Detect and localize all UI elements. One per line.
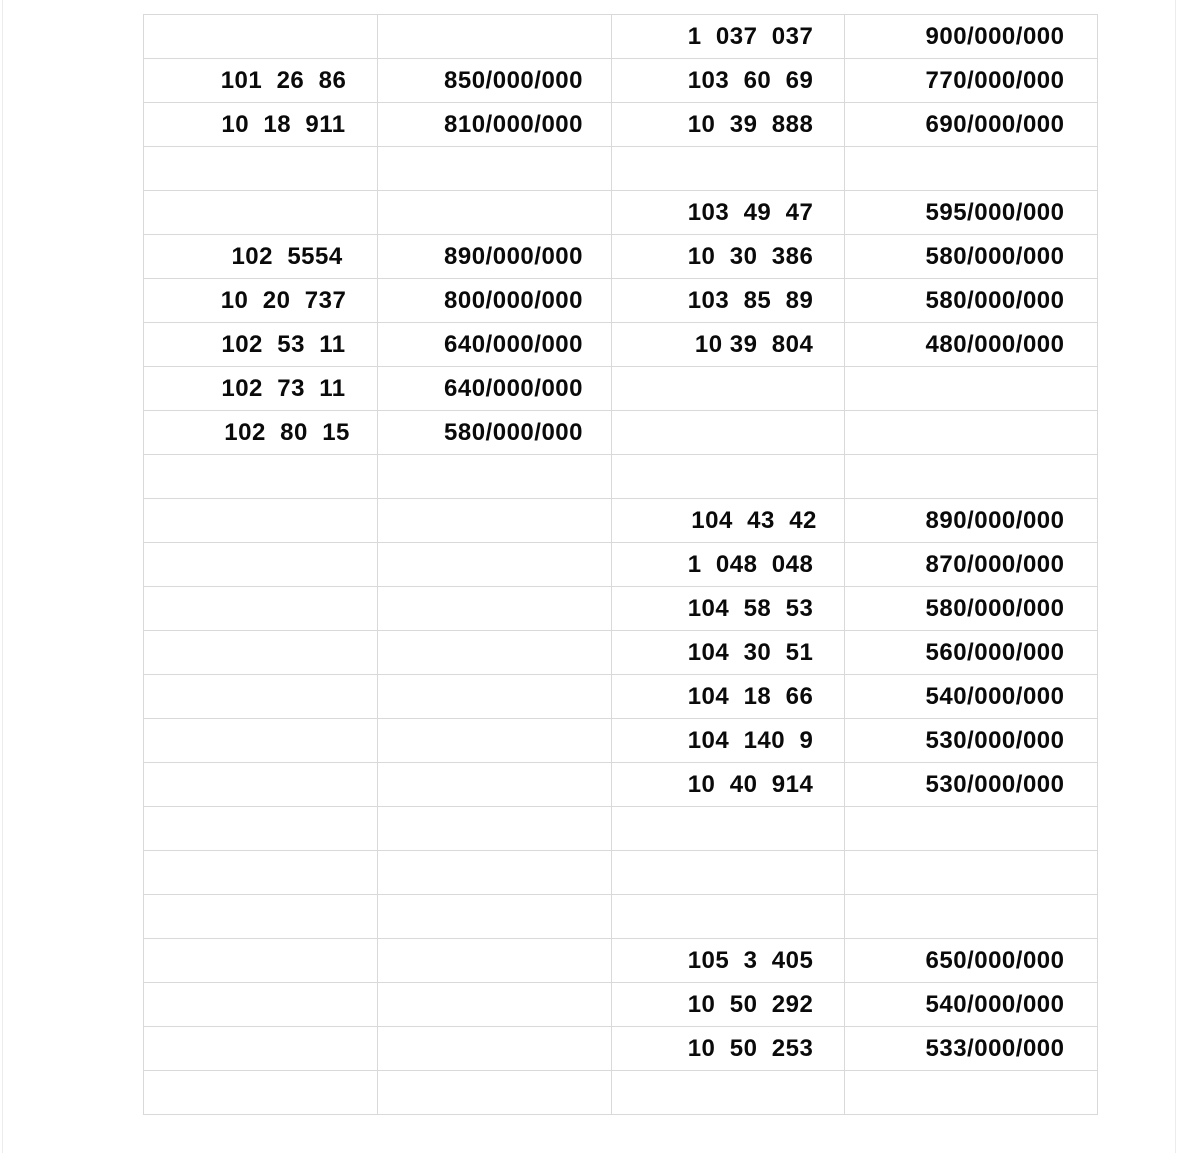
cell-code-a[interactable] xyxy=(144,543,378,587)
cell-price-a[interactable] xyxy=(378,807,612,851)
cell-code-a[interactable] xyxy=(144,191,378,235)
cell-code-b[interactable] xyxy=(612,455,845,499)
cell-code-a[interactable] xyxy=(144,15,378,59)
cell-code-a[interactable] xyxy=(144,631,378,675)
cell-price-b[interactable]: 900/000/000 xyxy=(845,15,1098,59)
table-row xyxy=(144,279,1098,323)
table-row xyxy=(144,455,1098,499)
cell-code-a[interactable] xyxy=(144,851,378,895)
cell-code-b[interactable]: 103 85 89 xyxy=(612,279,845,323)
cell-code-a[interactable]: 101 26 86 xyxy=(144,59,378,103)
cell-code-a[interactable] xyxy=(144,455,378,499)
table-row xyxy=(144,543,1098,587)
cell-price-b[interactable]: 650/000/000 xyxy=(845,939,1098,983)
cell-price-a[interactable] xyxy=(378,455,612,499)
cell-price-b[interactable]: 530/000/000 xyxy=(845,719,1098,763)
cell-price-a[interactable]: 810/000/000 xyxy=(378,103,612,147)
cell-code-b[interactable]: 10 30 386 xyxy=(612,235,845,279)
table-body xyxy=(144,15,1098,1115)
table-row xyxy=(144,807,1098,851)
cell-code-b[interactable]: 104 30 51 xyxy=(612,631,845,675)
cell-price-b[interactable] xyxy=(845,147,1098,191)
cell-code-a[interactable]: 102 53 11 xyxy=(144,323,378,367)
table-row xyxy=(144,983,1098,1027)
table-row xyxy=(144,1027,1098,1071)
cell-price-a[interactable] xyxy=(378,939,612,983)
cell-code-b[interactable]: 10 50 253 xyxy=(612,1027,845,1071)
cell-price-b[interactable]: 870/000/000 xyxy=(845,543,1098,587)
table-row xyxy=(144,235,1098,279)
cell-price-a[interactable] xyxy=(378,763,612,807)
table-row xyxy=(144,323,1098,367)
cell-price-a[interactable]: 640/000/000 xyxy=(378,367,612,411)
cell-price-b[interactable]: 530/000/000 xyxy=(845,763,1098,807)
cell-price-a[interactable] xyxy=(378,983,612,1027)
cell-code-b[interactable]: 10 50 292 xyxy=(612,983,845,1027)
cell-code-b[interactable]: 10 40 914 xyxy=(612,763,845,807)
cell-price-b[interactable]: 540/000/000 xyxy=(845,675,1098,719)
cell-price-a[interactable]: 580/000/000 xyxy=(378,411,612,455)
cell-code-b[interactable]: 104 140 9 xyxy=(612,719,845,763)
cell-code-a[interactable] xyxy=(144,1071,378,1115)
cell-code-b[interactable]: 10 39 888 xyxy=(612,103,845,147)
table-row xyxy=(144,147,1098,191)
cell-code-a[interactable] xyxy=(144,499,378,543)
cell-price-b[interactable] xyxy=(845,807,1098,851)
cell-price-b[interactable]: 690/000/000 xyxy=(845,103,1098,147)
cell-price-a[interactable] xyxy=(378,587,612,631)
cell-code-b[interactable]: 103 49 47 xyxy=(612,191,845,235)
cell-code-b[interactable]: 104 58 53 xyxy=(612,587,845,631)
table-row xyxy=(144,367,1098,411)
cell-price-b[interactable] xyxy=(845,1071,1098,1115)
cell-price-a[interactable]: 890/000/000 xyxy=(378,235,612,279)
cell-code-a[interactable]: 102 80 15 xyxy=(144,411,378,455)
table-row xyxy=(144,895,1098,939)
cell-price-a[interactable] xyxy=(378,719,612,763)
cell-code-a[interactable]: 10 18 911 xyxy=(144,103,378,147)
cell-code-a[interactable] xyxy=(144,763,378,807)
table-row xyxy=(144,587,1098,631)
table-row xyxy=(144,851,1098,895)
cell-price-a[interactable] xyxy=(378,147,612,191)
table-row xyxy=(144,15,1098,59)
table-row xyxy=(144,675,1098,719)
cell-price-a[interactable]: 800/000/000 xyxy=(378,279,612,323)
cell-code-b[interactable] xyxy=(612,147,845,191)
table-row xyxy=(144,411,1098,455)
cell-code-b[interactable]: 104 18 66 xyxy=(612,675,845,719)
cell-price-b[interactable] xyxy=(845,455,1098,499)
cell-price-a[interactable] xyxy=(378,543,612,587)
table-row xyxy=(144,103,1098,147)
table-row xyxy=(144,59,1098,103)
cell-code-b[interactable]: 1 037 037 xyxy=(612,15,845,59)
cell-code-a[interactable] xyxy=(144,807,378,851)
cell-price-b[interactable]: 890/000/000 xyxy=(845,499,1098,543)
table-row xyxy=(144,1071,1098,1115)
page-left-edge xyxy=(2,0,3,1153)
cell-price-b[interactable]: 560/000/000 xyxy=(845,631,1098,675)
cell-price-b[interactable]: 580/000/000 xyxy=(845,235,1098,279)
cell-code-b[interactable] xyxy=(612,895,845,939)
cell-price-b[interactable]: 770/000/000 xyxy=(845,59,1098,103)
cell-price-b[interactable]: 580/000/000 xyxy=(845,587,1098,631)
cell-code-b[interactable]: 104 43 42 xyxy=(612,499,845,543)
cell-code-a[interactable] xyxy=(144,895,378,939)
table-row xyxy=(144,499,1098,543)
cell-code-b[interactable] xyxy=(612,411,845,455)
table-row xyxy=(144,719,1098,763)
cell-price-a[interactable] xyxy=(378,1027,612,1071)
page-right-edge xyxy=(1175,0,1176,1153)
cell-code-a[interactable] xyxy=(144,587,378,631)
cell-price-a[interactable] xyxy=(378,499,612,543)
cell-code-a[interactable] xyxy=(144,939,378,983)
cell-code-b[interactable] xyxy=(612,367,845,411)
cell-price-b[interactable]: 533/000/000 xyxy=(845,1027,1098,1071)
cell-price-b[interactable]: 480/000/000 xyxy=(845,323,1098,367)
cell-price-a[interactable] xyxy=(378,895,612,939)
cell-price-a[interactable] xyxy=(378,851,612,895)
cell-code-a[interactable]: 102 73 11 xyxy=(144,367,378,411)
cell-code-b[interactable]: 1 048 048 xyxy=(612,543,845,587)
cell-price-b[interactable]: 540/000/000 xyxy=(845,983,1098,1027)
cell-code-a[interactable] xyxy=(144,147,378,191)
table-row xyxy=(144,939,1098,983)
cell-code-a[interactable]: 102 5554 xyxy=(144,235,378,279)
cell-code-b[interactable]: 105 3 405 xyxy=(612,939,845,983)
cell-price-b[interactable]: 595/000/000 xyxy=(845,191,1098,235)
cell-code-a[interactable] xyxy=(144,719,378,763)
cell-price-a[interactable]: 850/000/000 xyxy=(378,59,612,103)
cell-price-b[interactable]: 580/000/000 xyxy=(845,279,1098,323)
cell-code-a[interactable] xyxy=(144,675,378,719)
cell-price-a[interactable] xyxy=(378,675,612,719)
cell-price-b[interactable] xyxy=(845,851,1098,895)
cell-code-b[interactable] xyxy=(612,807,845,851)
table-row xyxy=(144,763,1098,807)
cell-price-a[interactable]: 640/000/000 xyxy=(378,323,612,367)
cell-code-b[interactable] xyxy=(612,1071,845,1115)
cell-code-b[interactable]: 103 60 69 xyxy=(612,59,845,103)
cell-code-b[interactable]: 10 39 804 xyxy=(612,323,845,367)
table-row xyxy=(144,631,1098,675)
cell-code-a[interactable]: 10 20 737 xyxy=(144,279,378,323)
cell-price-b[interactable] xyxy=(845,411,1098,455)
cell-price-a[interactable] xyxy=(378,631,612,675)
table-row xyxy=(144,191,1098,235)
cell-price-a[interactable] xyxy=(378,1071,612,1115)
cell-price-a[interactable] xyxy=(378,191,612,235)
cell-price-a[interactable] xyxy=(378,15,612,59)
cell-code-b[interactable] xyxy=(612,851,845,895)
cell-code-a[interactable] xyxy=(144,1027,378,1071)
cell-price-b[interactable] xyxy=(845,367,1098,411)
cell-price-b[interactable] xyxy=(845,895,1098,939)
cell-code-a[interactable] xyxy=(144,983,378,1027)
number-price-table xyxy=(143,14,1098,1115)
